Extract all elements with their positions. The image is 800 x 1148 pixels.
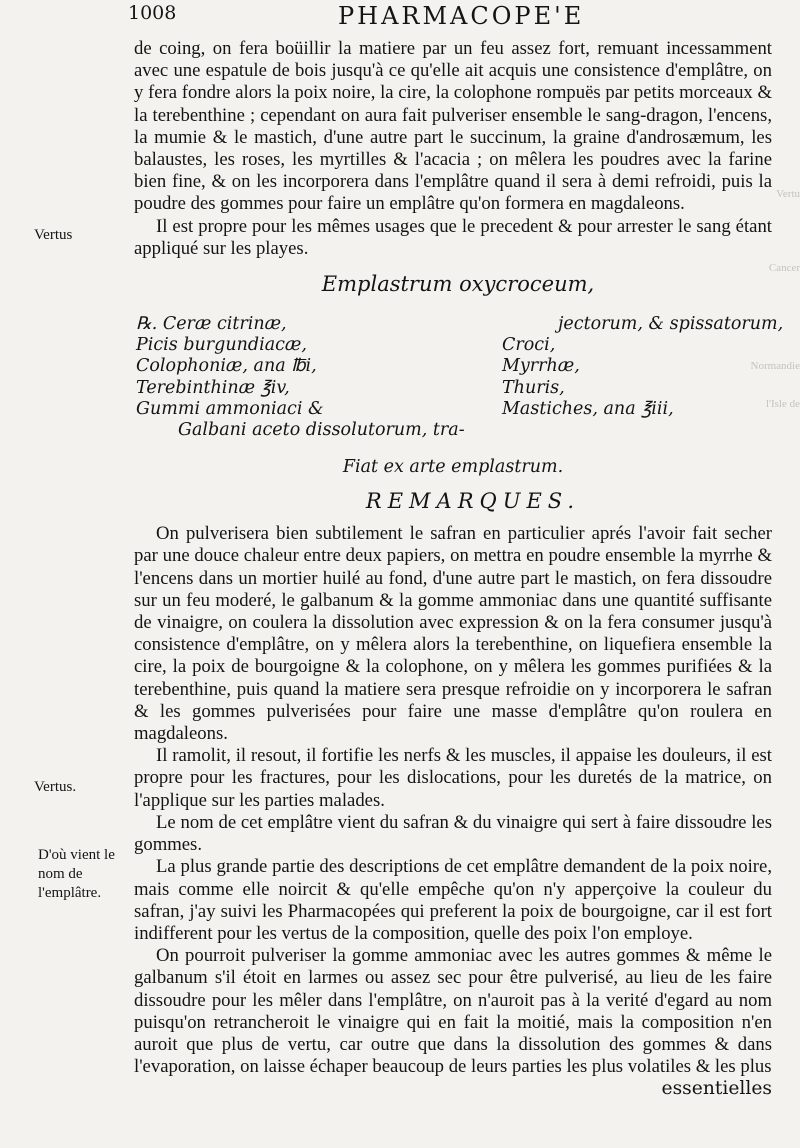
ingredient-line: Terebinthinæ ℥iv, [136, 377, 290, 398]
catchword: essentielles [661, 1078, 772, 1100]
paragraph-uses: Il est propre pour les mêmes usages que le precedent & pour arrester le sang étant appliqué sur les playes. [134, 215, 772, 259]
ingredient-line: Galbani aceto dissolutorum, tra- [178, 420, 465, 441]
ingredient-line: Colophoniæ, ana ℔i, [136, 356, 317, 377]
bleed-through-text: Normandie [750, 360, 800, 372]
bleed-through-text: l'Isle de [765, 398, 800, 410]
paragraph-remark: Le nom de cet emplâtre vient du safran & du vinaigre qui sert à faire dissoudre les gommes. [134, 811, 772, 856]
ingredient-line: Mastiches, ana ℥iii, [502, 398, 674, 419]
ingredient-line: jectorum, & spissatorum, [558, 314, 784, 335]
paragraph-intro: de coing, on fera boüillir la matiere par un feu assez fort, remuant incessamment avec une espatule de bois jusqu'à ce qu'elle ait acquis une consistence d'emplâtre, on y fera fondre alors la poix noire, la cire, la colophone rompuës par petits morceaux & la terebenthine ; cependant on aura fait pulveriser ensemble le sang-dragon, l'encens, la mumie & le mastich, d'une autre part le succinum, la graine d'androsæmum, les balaustes, les roses, les myrtilles & l'acacia ; on mêlera les poudres avec la farine bien fine, & on les incorporera dans l'emplâtre quand il sera à demi refroidi, puis la poudre des gommes pour faire un emplâtre qu'on formera en magdaleons. [134, 38, 772, 215]
remarques-heading: REMARQUES. [365, 489, 581, 514]
recipe-closing: Fiat ex arte emplastrum. [342, 457, 564, 478]
bleed-through-text: Cancer [768, 262, 800, 274]
ingredient-line: Thuris, [502, 377, 565, 398]
margin-note-vertus: Vertus. [34, 779, 77, 795]
ingredient-line: Myrrhæ, [502, 356, 580, 377]
paragraph-remark: On pourroit pulveriser la gomme ammoniac avec les autres gommes & même le galbanum s'il étoit en larmes ou assez sec pour être pulverisé, au lieu de les faire dissoudre pour les mêler dans l'emplâtre, on n'auroit pas à la verité d'egard au nom puisqu'on retrancheroit le vinaigre qui en fait la moitié, mais la composition n'en auroit que plus de vertu, car outre que dans la dissolution des gommes & dans l'evaporation, on laisse échaper beaucoup de leurs parties les plus volatiles & les plus [134, 945, 772, 1078]
margin-note-vertus: Vertus [34, 227, 73, 243]
paragraph-remark: La plus grande partie des descriptions de cet emplâtre demandent de la poix noire, mais comme elle noircit & qu'elle empêche qu'on n'y apperçoive la couleur du safran, j'ay suivi les Pharmacopées qui preferent la poix de bourgoigne, car il est fort indifferent pour les vertus de la composition, quelle des poix l'on employe. [134, 856, 772, 944]
paragraph-remark: On pulverisera bien subtilement le safran en particulier aprés l'avoir fait secher par une douce chaleur entre deux papiers, on mettra en poudre ensemble la myrrhe & l'encens dans un mortier huilé au fond, d'une autre part le mastich, on fera dissoudre sur un feu moderé, le galbanum & la gomme ammoniac dans une quantité suffisante de vinaigre, on coulera la dissolution avec expression & on la fera consumer jusqu'à consistence d'emplâtre, on y mêlera alors la terebenthine, on liquefiera ensemble la cire, la poix de bourgoigne & la colophone, on y mêlera les gommes purifiées & la terebenthine, puis quand la matiere sera presque refroidie on y incorporera le safran & les gommes pulverisées pour faire une masse d'emplâtre qu'on roulera en magdaleons. [134, 523, 772, 745]
margin-note-name-origin: D'où vient le nom de l'emplâtre. [38, 847, 115, 901]
running-head: PHARMACOPE'E [338, 2, 585, 30]
ingredient-line: Picis burgundiacæ, [136, 335, 307, 356]
bleed-through-text: Vertu [776, 188, 800, 200]
ingredient-line: Gummi ammoniaci & [136, 398, 324, 419]
paragraph-remark: Il ramolit, il resout, il fortifie les nerfs & les muscles, il appaise les douleurs, il est propre pour les fractures, pour les dislocations, pour les duretés de la matrice, on l'applique sur les parties malades. [134, 745, 772, 811]
recipe-title: Emplastrum oxycroceum, [321, 272, 595, 297]
ingredient-line: ℞. Ceræ citrinæ, [136, 314, 287, 335]
page-header [128, 2, 768, 32]
page-number: 1008 [128, 2, 177, 24]
ingredient-line: Croci, [502, 335, 556, 356]
recipe-left-column [136, 314, 502, 441]
